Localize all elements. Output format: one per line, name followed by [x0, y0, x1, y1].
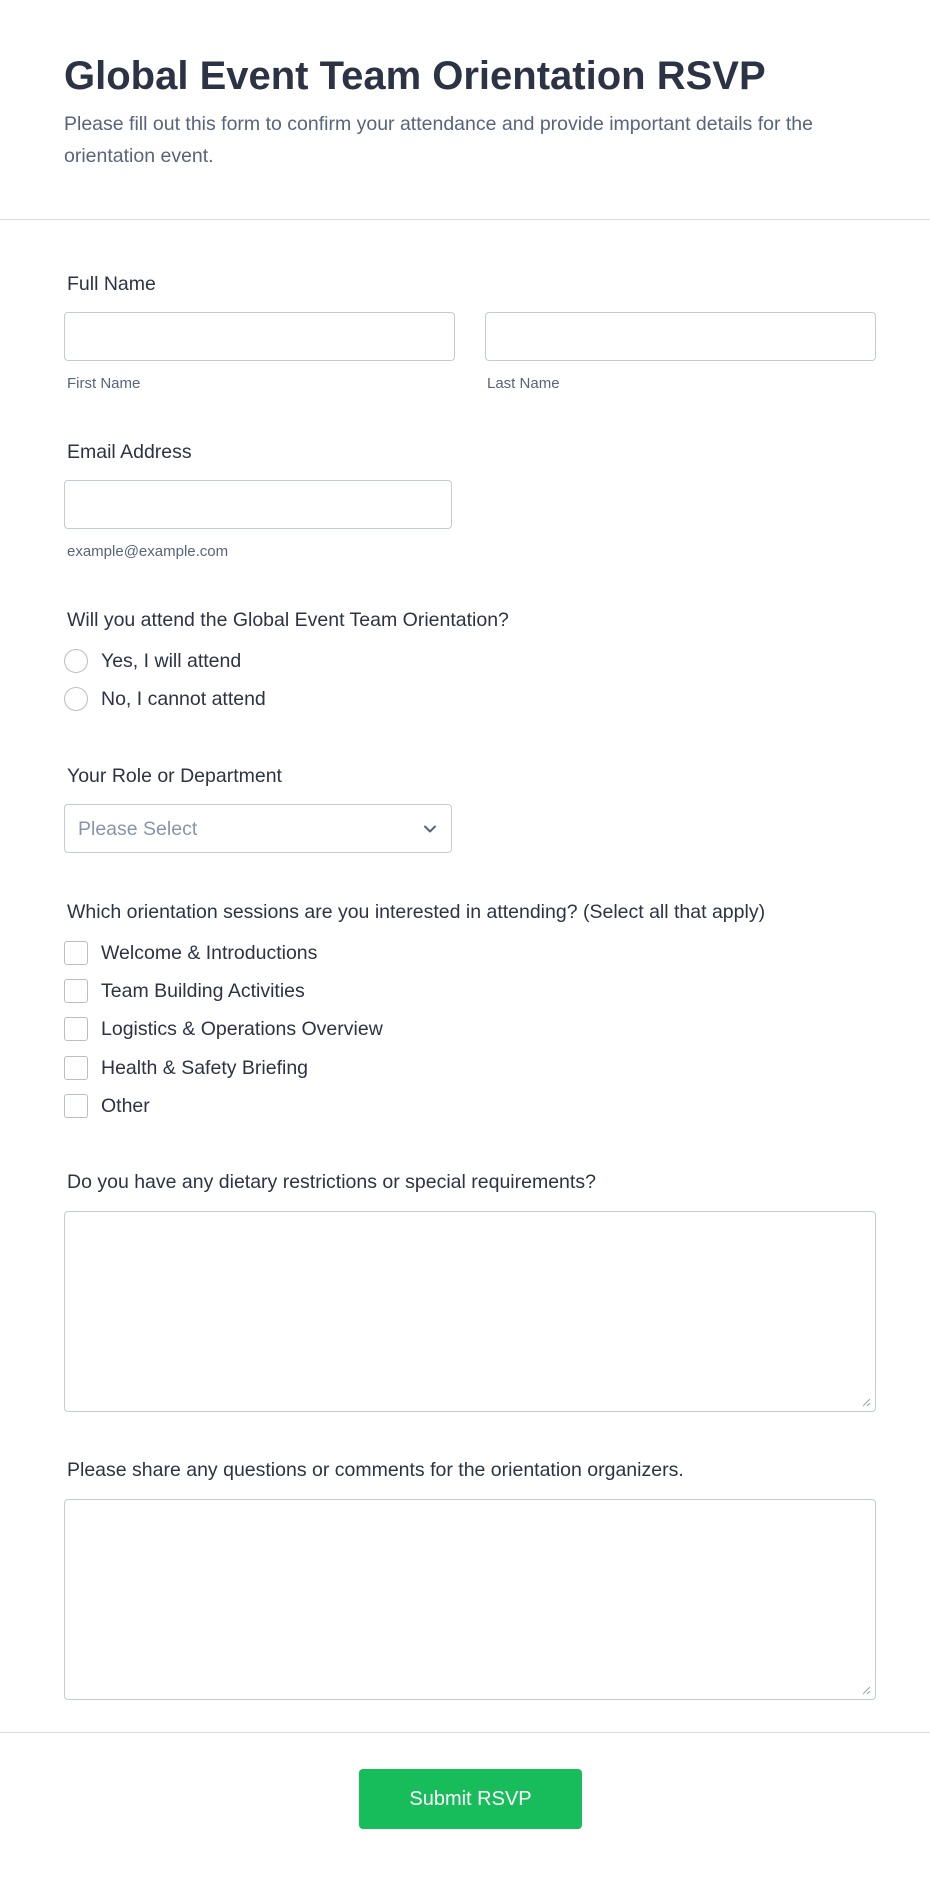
session-option-label: Health & Safety Briefing [101, 1057, 309, 1079]
sessions-label: Which orientation sessions are you interested in attending? (Select all that apply) [67, 901, 766, 923]
session-option-logistics[interactable] [64, 1016, 383, 1042]
form-header [0, 0, 930, 220]
comments-label: Please share any questions or comments for the orientation organizers. [67, 1459, 684, 1481]
first-name-sublabel: First Name [67, 375, 141, 392]
session-option-label: Logistics & Operations Overview [101, 1018, 383, 1040]
session-option-health-safety[interactable] [64, 1055, 308, 1081]
session-option-team-building[interactable] [64, 978, 305, 1004]
checkbox[interactable] [64, 1056, 88, 1080]
session-option-other[interactable] [64, 1093, 150, 1119]
dietary-label: Do you have any dietary restrictions or special requirements? [67, 1171, 596, 1193]
attendance-option-yes[interactable] [64, 648, 241, 674]
email-label: Email Address [67, 441, 192, 463]
role-select[interactable] [64, 804, 452, 853]
attendance-option-label: Yes, I will attend [101, 650, 242, 672]
session-option-label: Welcome & Introductions [101, 942, 318, 964]
radio-button[interactable] [64, 649, 88, 673]
email-sublabel: example@example.com [67, 543, 229, 560]
session-option-label: Team Building Activities [101, 980, 305, 1002]
first-name-input[interactable] [64, 312, 455, 361]
attendance-option-label: No, I cannot attend [101, 688, 266, 710]
session-option-label: Other [101, 1095, 150, 1117]
radio-button[interactable] [64, 687, 88, 711]
attendance-option-no[interactable] [64, 686, 266, 712]
page-title: Global Event Team Orientation RSVP [64, 54, 766, 98]
full-name-label: Full Name [67, 273, 156, 295]
comments-textarea[interactable] [64, 1499, 876, 1700]
checkbox[interactable] [64, 1094, 88, 1118]
checkbox[interactable] [64, 979, 88, 1003]
last-name-sublabel: Last Name [487, 375, 560, 392]
email-input[interactable] [64, 480, 452, 529]
dietary-textarea[interactable] [64, 1211, 876, 1412]
role-select-value: Please Select [78, 818, 198, 840]
form-footer [0, 1732, 930, 1879]
submit-rsvp-button[interactable]: Submit RSVP [359, 1769, 582, 1829]
form-body [0, 220, 930, 1732]
session-option-welcome[interactable] [64, 940, 317, 966]
last-name-input[interactable] [485, 312, 876, 361]
role-label: Your Role or Department [67, 765, 282, 787]
resize-grip-icon[interactable] [861, 1685, 871, 1695]
attendance-label: Will you attend the Global Event Team Orientation? [67, 609, 509, 631]
page-subtitle: Please fill out this form to confirm your attendance and provide important details for the orientation event. [64, 113, 813, 167]
resize-grip-icon[interactable] [861, 1397, 871, 1407]
checkbox[interactable] [64, 941, 88, 965]
chevron-down-icon [423, 822, 437, 836]
checkbox[interactable] [64, 1017, 88, 1041]
